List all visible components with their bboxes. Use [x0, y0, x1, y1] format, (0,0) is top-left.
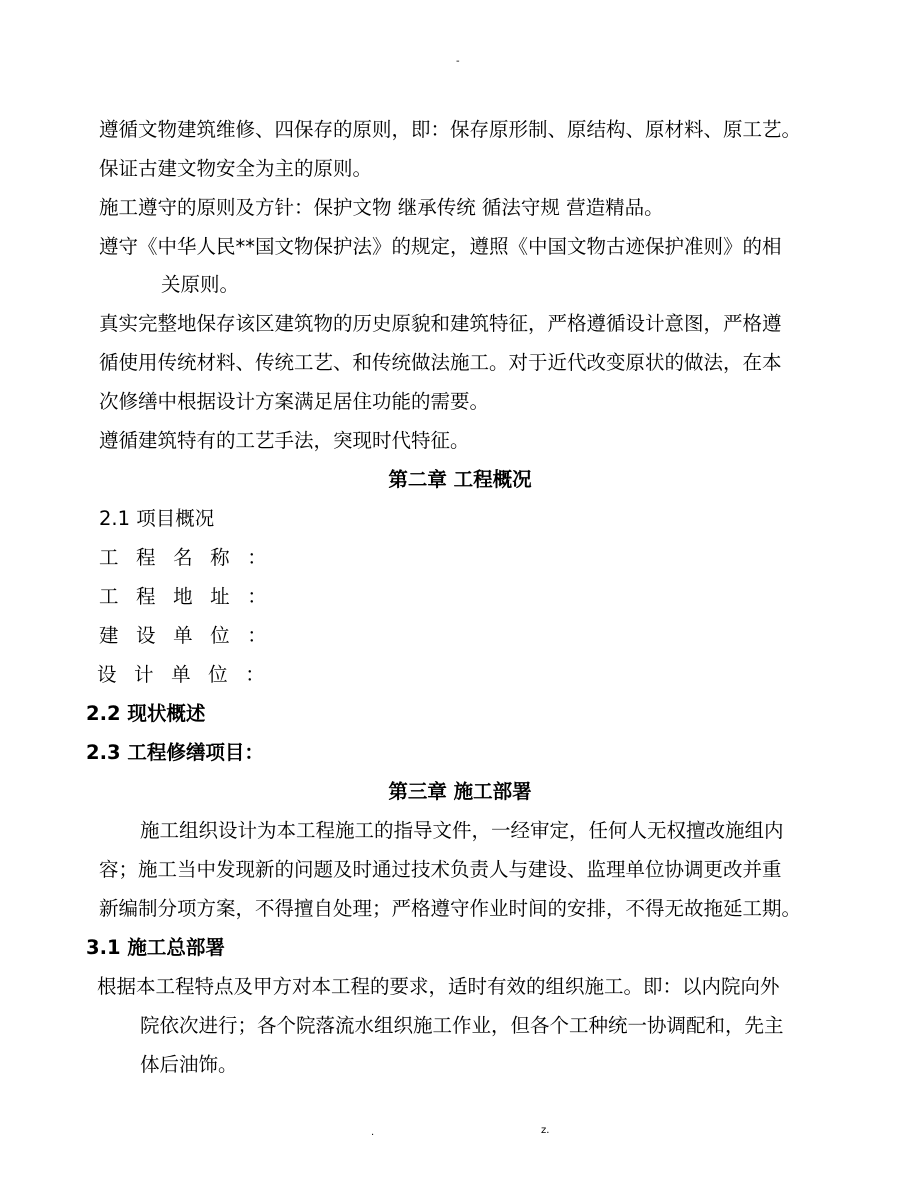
footer-left-mark: . — [371, 1127, 375, 1138]
chapter-3-para-2-line-1: 根据本工程特点及甲方对本工程的要求，适时有效的组织施工。即：以内院向外 — [97, 975, 780, 998]
field-project-name: 工程名称： — [99, 546, 285, 569]
principle-line-6: 真实完整地保存该区建筑物的历史原貌和建筑特征，严格遵循设计意图，严格遵 — [99, 312, 782, 335]
chapter-2-title: 第二章 工程概况 — [388, 468, 532, 491]
field-construction-unit: 建设单位： — [99, 624, 285, 647]
principle-line-7: 循使用传统材料、传统工艺、和传统做法施工。对于近代改变原状的做法，在本 — [99, 351, 782, 374]
field-project-address: 工程地址： — [99, 585, 285, 608]
section-2-1-heading: 2.1 项目概况 — [99, 507, 215, 530]
principle-line-8: 次修缮中根据设计方案满足居住功能的需要。 — [99, 390, 490, 413]
section-3-1-heading: 3.1 施工总部署 — [86, 936, 225, 959]
field-design-unit: 设计单位： — [97, 663, 283, 686]
chapter-3-para-2-line-2: 院依次进行；各个院落流水组织施工作业，但各个工种统一协调配和，先主 — [140, 1014, 784, 1037]
principle-line-4: 遵守《中华人民**国文物保护法》的规定，遵照《中国文物古迹保护准则》的相 — [99, 235, 782, 258]
section-2-3-heading: 2.3 工程修缮项目： — [86, 741, 264, 764]
principle-line-9: 遵循建筑特有的工艺手法，突现时代特征。 — [99, 429, 470, 452]
chapter-3-para-1-line-2: 容；施工当中发现新的问题及时通过技术负责人与建设、监理单位协调更改并重 — [99, 858, 782, 881]
chapter-3-title: 第三章 施工部署 — [388, 780, 532, 803]
principle-line-5: 关原则。 — [161, 273, 240, 296]
principle-line-3: 施工遵守的原则及方针：保护文物 继承传统 循法守规 营造精品。 — [99, 196, 664, 219]
principle-line-1: 遵循文物建筑维修、四保存的原则，即：保存原形制、原结构、原材料、原工艺。 — [99, 118, 802, 141]
chapter-3-para-2-line-3: 体后油饰。 — [140, 1053, 238, 1076]
principle-line-2: 保证古建文物安全为主的原则。 — [99, 157, 373, 180]
chapter-3-para-1-line-1: 施工组织设计为本工程施工的指导文件，一经审定，任何人无权擅改施组内 — [140, 819, 784, 842]
chapter-3-para-1-line-3: 新编制分项方案，不得擅自处理；严格遵守作业时间的安排，不得无故拖延工期。 — [99, 897, 802, 920]
footer-right-mark: z. — [541, 1125, 550, 1136]
section-2-2-heading: 2.2 现状概述 — [86, 702, 206, 725]
header-mark: - — [456, 56, 460, 67]
